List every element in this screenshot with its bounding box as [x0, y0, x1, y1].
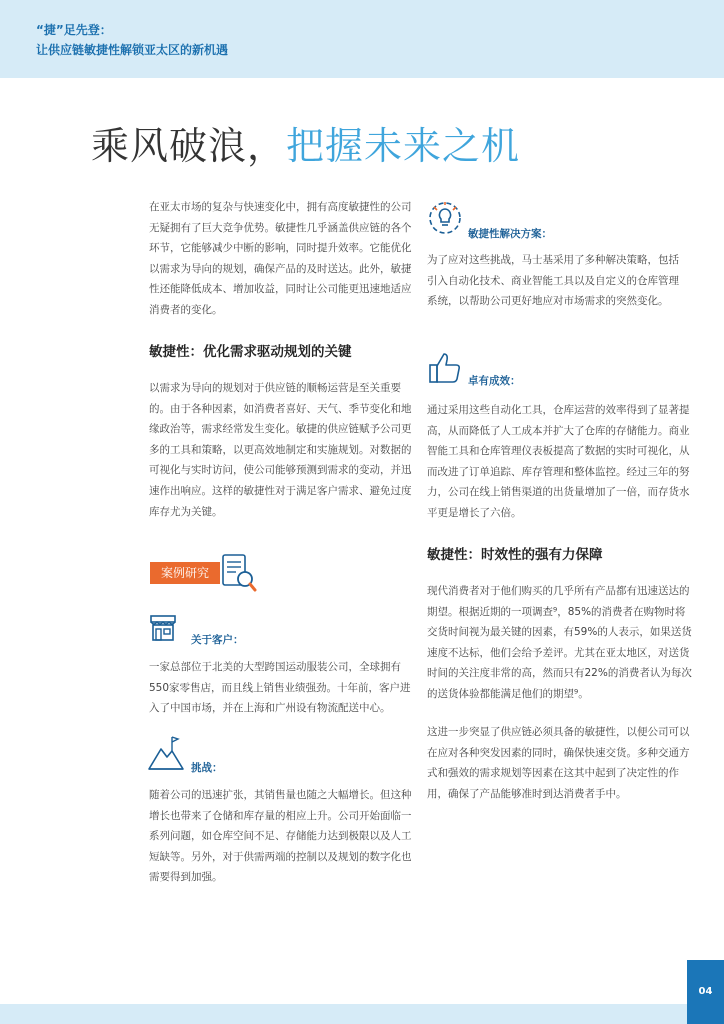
customer-label: 关于客户：: [191, 634, 244, 646]
challenge-paragraph: 随着公司的迅速扩张，其销售量也随之大幅增长。但这种增长也带来了仓储和库存量的相应上升。公司开始面临一系列问题，如仓库空间不足、存储能力达到极限以及人工短缺等。另外，对于供需两端的控制以及规划的数字化也需要得到加强。: [149, 789, 412, 884]
header-subtitle: 让供应链敏捷性解锁亚太区的新机遇: [36, 43, 229, 57]
footer-band: [0, 1004, 724, 1024]
section-heading-delivery: 敏捷性：时效性的强有力保障: [427, 547, 603, 563]
page-number: 04: [687, 960, 724, 1024]
demand-paragraph: 以需求为导向的规划对于供应链的顺畅运营是至关重要的。由于各种因素，如消费者喜好、天气、季节变化和地缘政治等，需求经常发生变化。敏捷的供应链赋予公司更多的工具和策略，以更高效地制定和实施规划。对数据的可视化与实时访问，使公司能够预测到需求的变动，并迅速作出响应。这样的敏捷性对于满足客户需求、避免过度库存尤为关键。: [149, 382, 412, 518]
lightbulb-gear-icon: [425, 198, 465, 238]
storefront-icon: [148, 612, 178, 642]
page-title: [91, 115, 520, 170]
result-label: 卓有成效：: [468, 375, 521, 387]
section-heading-demand: 敏捷性：优化需求驱动规划的关键: [149, 344, 352, 360]
agility-paragraph: 这进一步突显了供应链必须具备的敏捷性，以便公司可以在应对各种突发因素的同时，确保快速交货。多种交通方式和强效的需求规划等因素在这其中起到了决定性的作用，确保了产品能够准时到达消费者手中。: [427, 726, 690, 800]
page-title-part1: 乘风破浪，: [91, 124, 287, 168]
solution-label: 敏捷性解决方案：: [468, 228, 552, 240]
mountain-flag-icon: [147, 735, 185, 771]
case-study-badge: 案例研究: [150, 562, 220, 584]
header-band: [0, 0, 724, 78]
document-magnifier-icon: [220, 553, 258, 593]
customer-paragraph: 一家总部位于北美的大型跨国运动服装公司，全球拥有550家零售店，而且线上销售业绩强劲。十年前，客户进入了中国市场，并在上海和广州设有物流配送中心。: [149, 661, 411, 715]
challenge-label: 挑战：: [191, 762, 223, 774]
result-paragraph: 通过采用这些自动化工具，仓库运营的效率得到了显著提高，从而降低了人工成本并扩大了仓库的存储能力。商业智能工具和仓库管理仪表板提高了数据的实时可视化，从而改进了订单追踪、库存管理和整体监控。经过三年的努力，公司在线上销售渠道的出货量增加了一倍，而存货水平更是增长了六倍。: [427, 404, 690, 519]
thumbs-up-icon: [428, 350, 464, 386]
solution-paragraph: 为了应对这些挑战，马士基采用了多种解决策略，包括引入自动化技术、商业智能工具以及自定义的仓库管理系统，以帮助公司更好地应对市场需求的突然变化。: [427, 254, 679, 308]
delivery-paragraph: 现代消费者对于他们购买的几乎所有产品都有迅速送达的期望。根据近期的一项调查⁹，85%的消费者在购物时将交货时间视为最关键的因素，有59%的人表示，如果送货速度不达标，他们会给予差评。尤其在亚太地区，对送货时间的关注度非常的高，然而只有22%的消费者认为每次的送货体验都能满足他们的期望⁹。: [427, 585, 692, 700]
intro-paragraph: 在亚太市场的复杂与快速变化中，拥有高度敏捷性的公司无疑拥有了巨大竞争优势。敏捷性几乎涵盖供应链的各个环节，它能够减少中断的影响，同时提升效率。它能优化以需求为导向的规划，确保产品的及时送达。此外，敏捷性还能降低成本、增加收益，同时让公司能更迅速地适应消费者的变化。: [149, 201, 412, 316]
page-title-part2: 把握未来之机: [286, 124, 521, 168]
header-title: “捷”足先登：: [36, 23, 112, 37]
